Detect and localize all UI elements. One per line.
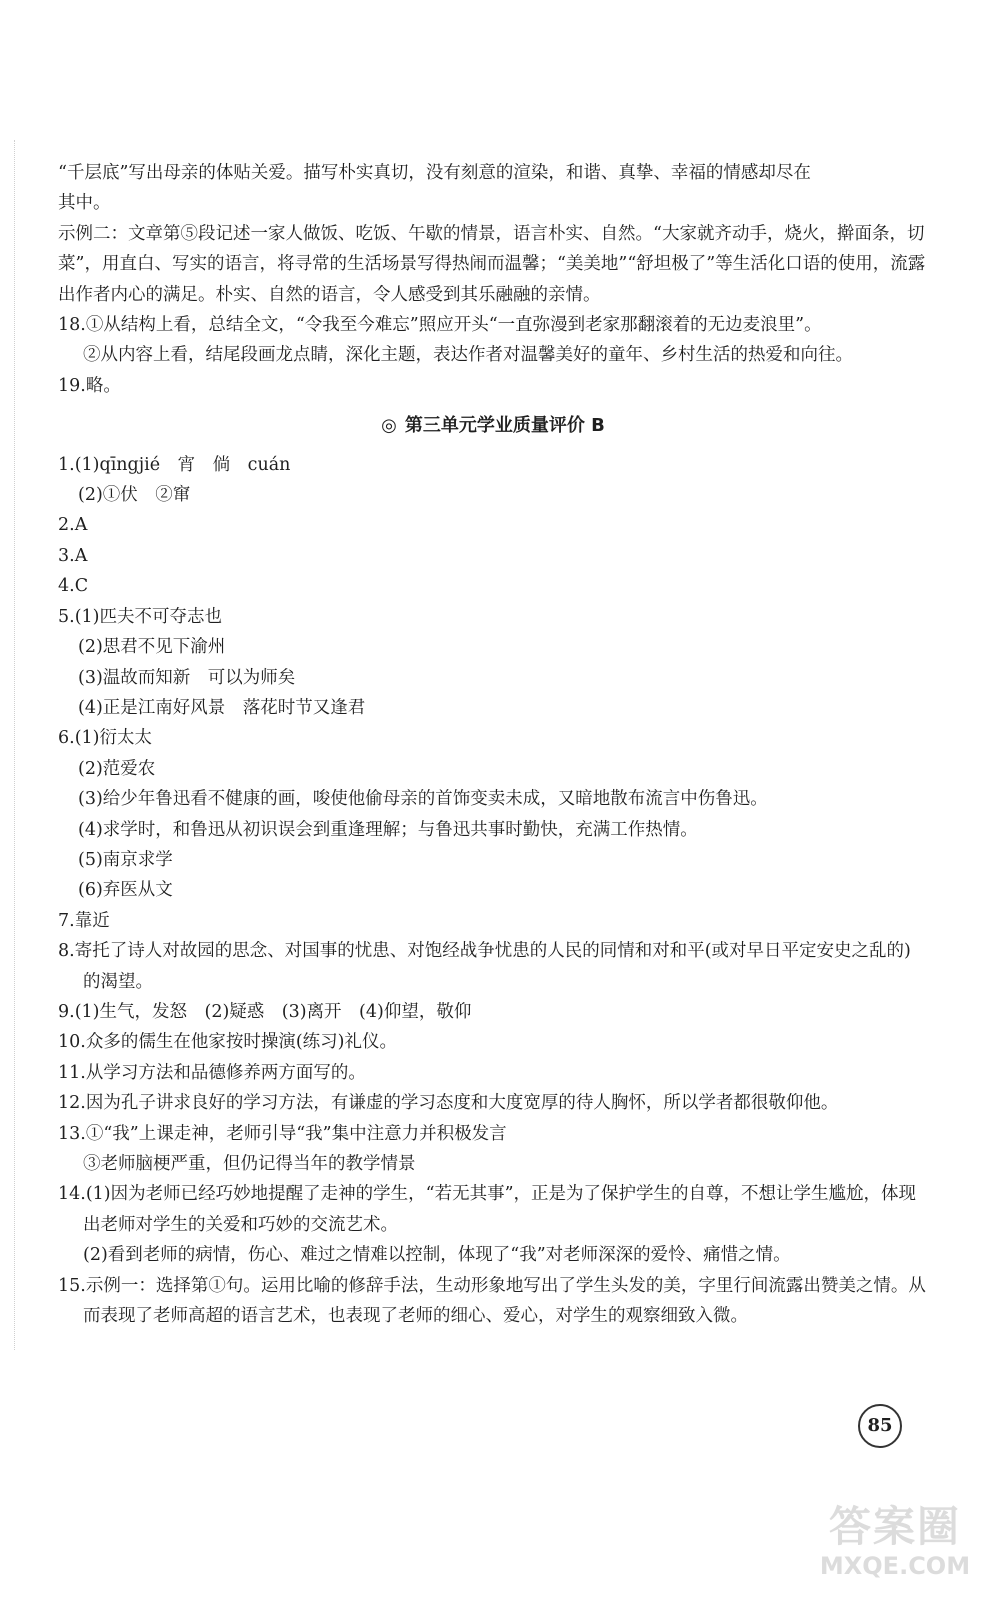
q17-line-2: 其中。 [58, 193, 111, 214]
answer-5-1: 5.(1)匹夫不可夺志也 [58, 606, 222, 627]
watermark-bottom-text: MXQE.COM [819, 1552, 971, 1580]
answer-5-3: (3)温故而知新 可以为师矣 [78, 667, 296, 688]
answer-5-4: (4)正是江南好风景 落花时节又逢君 [78, 697, 366, 718]
section-heading-text: 第三单元学业质量评价 B [404, 415, 605, 437]
page-binding-edge [14, 140, 15, 1350]
answer-2: 2.A [58, 515, 88, 536]
answer-3: 3.A [58, 545, 88, 566]
answer-12: 12.因为孔子讲求良好的学习方法，有谦虚的学习态度和大度宽厚的待人胸怀，所以学者都很敬仰他。 [58, 1093, 839, 1114]
q18-answer-b: ②从内容上看，结尾段画龙点睛，深化主题，表达作者对温馨美好的童年、乡村生活的热爱和向往。 [83, 345, 853, 366]
watermark-top-text: 答案圈 [828, 1502, 961, 1551]
answer-7: 7.靠近 [58, 910, 110, 931]
answer-9: 9.(1)生气，发怒 (2)疑惑 (3)离开 (4)仰望，敬仰 [58, 1001, 472, 1022]
watermark-logo [810, 1502, 980, 1592]
answer-8: 8.寄托了诗人对故园的思念、对国事的忧患、对饱经战争忧患的人民的同情和对和平(或对早日平定安史之乱的)的渴望。 [58, 941, 911, 992]
answer-5-2: (2)思君不见下渝州 [78, 637, 226, 658]
answer-1-2: (2)①伏 ②窜 [78, 485, 191, 506]
answer-4: 4.C [58, 576, 89, 597]
answer-13-2: ③老师脑梗严重，但仍记得当年的教学情景 [83, 1154, 416, 1174]
q19-answer: 19.略。 [58, 375, 121, 396]
answer-6-2: (2)范爱农 [78, 758, 156, 779]
section-heading [58, 411, 928, 441]
answer-6-5: (5)南京求学 [78, 849, 173, 870]
answer-6-6: (6)弃医从文 [78, 880, 173, 901]
answer-14-2: (2)看到老师的病情，伤心、难过之情难以控制，体现了“我”对老师深深的爱怜、痛惜之情。 [83, 1245, 791, 1266]
answer-13-1: 13.①“我”上课走神，老师引导“我”集中注意力并积极发言 [58, 1123, 507, 1144]
answer-11: 11.从学习方法和品德修养两方面写的。 [58, 1062, 366, 1083]
answer-key-content [58, 158, 928, 1331]
q17-example-2: 示例二：文章第⑤段记述一家人做饭、吃饭、午歇的情景，语言朴实、自然。“大家就齐动手，烧火，擀面条，切菜”，用直白、写实的语言，将寻常的生活场景写得热闹而温馨；“美美地”“舒坦极了”等生活化口语的使用，流露出作者内心的满足。朴实、自然的语言，令人感受到其乐融融的亲情。 [58, 223, 926, 305]
answer-6-4: (4)求学时，和鲁迅从初识误会到重逢理解；与鲁迅共事时勤快，充满工作热情。 [78, 819, 698, 840]
q18-answer-a: 18.①从结构上看，总结全文，“令我至今难忘”照应开头“一直弥漫到老家那翻滚着的无边麦浪里”。 [58, 315, 822, 336]
page-number: 85 [858, 1404, 902, 1448]
answer-1-1: 1.(1)qīngjié 宵 倘 cuán [58, 454, 291, 475]
section-heading-mark: ◎ [381, 415, 397, 437]
answer-6-1: 6.(1)衍太太 [58, 728, 152, 749]
answer-14-1: 14.(1)因为老师已经巧妙地提醒了走神的学生，“若无其事”，正是为了保护学生的自尊，不想让学生尴尬，体现出老师对学生的关爱和巧妙的交流艺术。 [58, 1184, 917, 1235]
q17-line-1: “千层底”写出母亲的体贴关爱。描写朴实真切，没有刻意的渲染，和谐、真挚、幸福的情感却尽在 [58, 163, 811, 183]
answer-15: 15.示例一：选择第①句。运用比喻的修辞手法，生动形象地写出了学生头发的美，字里行间流露出赞美之情。从而表现了老师高超的语言艺术，也表现了老师的细心、爱心，对学生的观察细致入微。 [58, 1275, 926, 1327]
answer-6-3: (3)给少年鲁迅看不健康的画，唆使他偷母亲的首饰变卖未成，又暗地散布流言中伤鲁迅。 [78, 789, 768, 810]
answer-10: 10.众多的儒生在他家按时操演(练习)礼仪。 [58, 1032, 397, 1053]
